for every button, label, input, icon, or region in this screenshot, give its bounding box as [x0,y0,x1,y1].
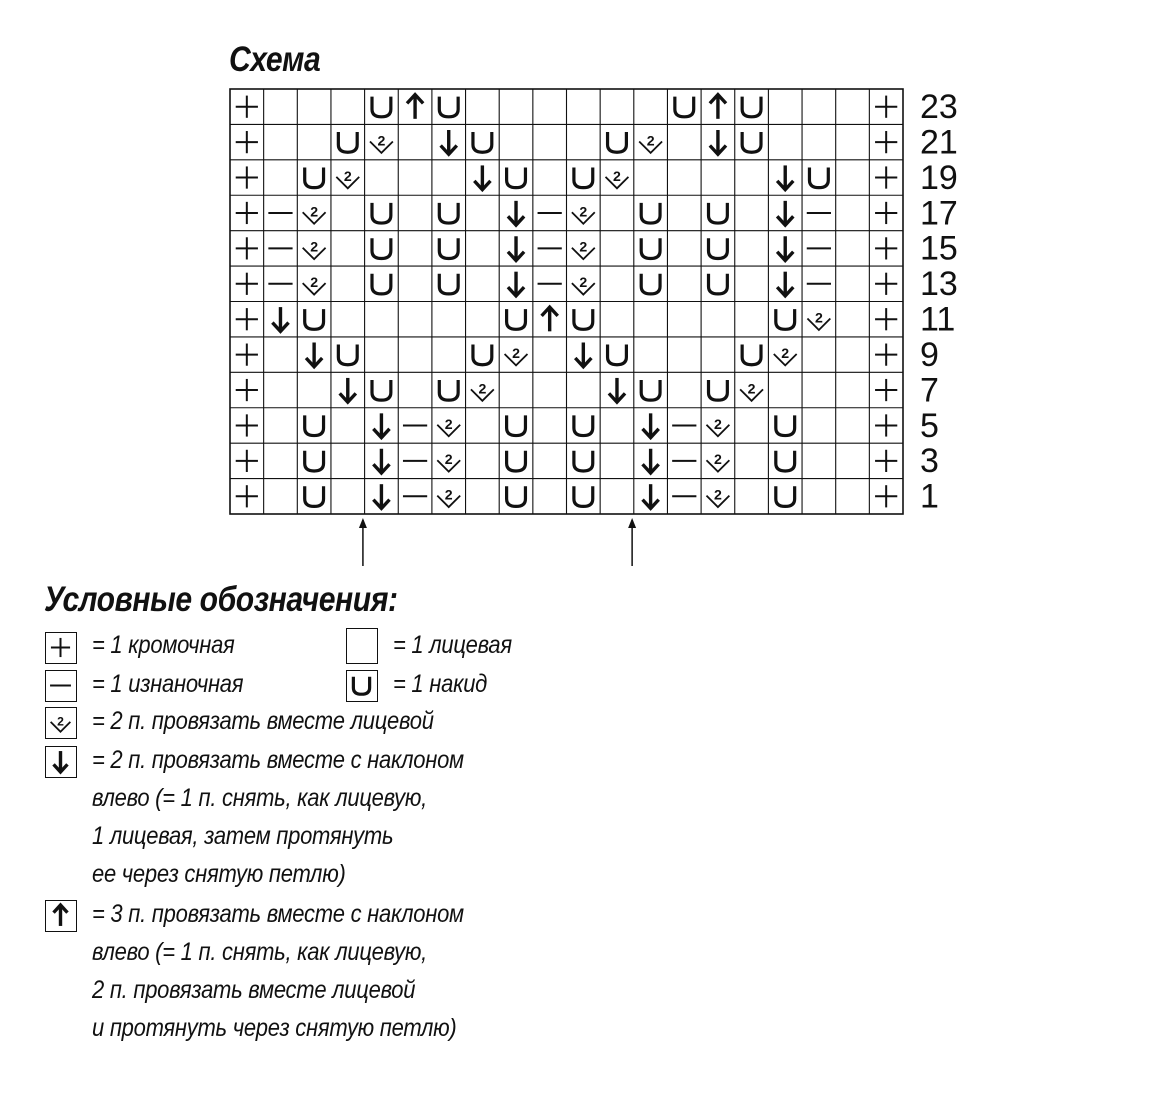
chart-grid [230,89,903,514]
legend-item-purl [92,665,243,703]
down-arrow-icon [45,746,77,778]
yarn-over-symbol [776,451,795,471]
k2tog-symbol [303,203,326,223]
selvage-plus-symbol [236,131,258,153]
yarn-over-symbol [776,415,795,435]
yarn-over-symbol [372,380,391,400]
k2tog-symbol [807,310,830,330]
selvage-plus-symbol [236,237,258,259]
down-arrow-symbol [441,130,457,154]
yarn-over-symbol [776,486,795,506]
down-arrow-symbol [474,165,490,189]
yarn-over-icon [346,670,378,702]
svg-text:2: 2 [512,344,520,361]
yarn-over-symbol [742,97,761,117]
yarn-over-symbol [709,380,728,400]
selvage-plus-symbol [875,308,897,330]
row-number: 15 [920,229,958,268]
selvage-plus-symbol [875,237,897,259]
dash-icon [45,670,77,702]
k2tog-symbol [606,168,629,188]
down-arrow-symbol [643,484,659,508]
row-number: 13 [920,265,958,304]
k2tog-symbol [437,451,460,471]
row-number: 21 [920,123,958,162]
down-arrow-symbol [508,201,524,225]
legend-item-yarn-over [393,665,487,703]
svg-text:2: 2 [613,167,621,184]
svg-text:2: 2 [444,451,453,468]
down-arrow-symbol [373,413,389,437]
svg-text:2: 2 [747,380,756,397]
yarn-over-symbol [776,309,795,329]
down-arrow-symbol [373,484,389,508]
row-number: 3 [920,442,939,481]
svg-text:2: 2 [646,132,655,149]
k2tog-symbol [740,380,763,400]
yarn-over-symbol [439,238,458,258]
yarn-over-symbol [305,167,324,187]
svg-text:2: 2 [377,132,386,149]
chart-title: Схема [229,40,321,79]
down-arrow-symbol [643,449,659,473]
yarn-over-symbol [641,380,660,400]
selvage-plus-symbol [236,273,258,295]
selvage-plus-symbol [236,308,258,330]
svg-text:2: 2 [579,274,588,291]
svg-text:2: 2 [343,167,352,184]
selvage-plus-symbol [875,202,897,224]
down-arrow-symbol [508,272,524,296]
svg-text:2: 2 [579,203,588,220]
svg-text:2: 2 [781,344,790,361]
yarn-over-symbol [742,345,761,365]
down-arrow-symbol [373,449,389,473]
k2tog-symbol [303,239,326,259]
yarn-over-symbol [574,415,593,435]
k2tog-symbol [505,345,528,365]
up-arrow-icon [45,900,77,932]
yarn-over-symbol [305,415,324,435]
selvage-plus-symbol [236,379,258,401]
k2tog-symbol [437,487,460,507]
down-arrow-symbol [575,343,591,367]
yarn-over-symbol [439,380,458,400]
selvage-plus-symbol [875,379,897,401]
empty-square-icon [346,628,378,664]
selvage-plus-symbol [236,485,258,507]
svg-text:2: 2 [579,238,588,255]
svg-text:2: 2 [713,451,722,468]
yarn-over-symbol [507,415,526,435]
svg-text:2: 2 [444,486,453,503]
selvage-plus-symbol [875,96,897,118]
legend-text: влево (= 1 п. снять, как лицевую, [92,938,427,966]
legend-text: = 1 кромочная [92,631,235,659]
yarn-over-symbol [338,345,357,365]
k2tog-symbol [303,274,326,294]
k2tog-symbol [774,345,797,365]
selvage-plus-symbol [875,450,897,472]
svg-text:2: 2 [478,380,487,397]
yarn-over-symbol [574,451,593,471]
selvage-plus-symbol [236,166,258,188]
legend-text: 2 п. провязать вместе лицевой [92,976,416,1004]
row-number: 5 [920,406,939,445]
down-arrow-symbol [710,130,726,154]
yarn-over-symbol [574,486,593,506]
k2tog-symbol [336,168,359,188]
legend-text: = 2 п. провязать вместе лицевой [92,707,434,735]
k2tog-symbol [471,380,494,400]
svg-text:2: 2 [444,415,453,432]
yarn-over-symbol [305,309,324,329]
legend-item-k2tog [92,702,434,740]
yarn-over-symbol [372,274,391,294]
yarn-over-symbol [507,486,526,506]
row-number: 1 [920,477,939,516]
down-arrow-symbol [777,201,793,225]
down-arrow-symbol [508,236,524,260]
yarn-over-symbol [608,132,627,152]
svg-text:2: 2 [713,415,722,432]
yarn-over-symbol [473,345,492,365]
yarn-over-symbol [507,309,526,329]
legend-item-knit [393,626,512,664]
selvage-plus-symbol [236,450,258,472]
up-arrow-symbol [710,95,726,119]
row-number: 11 [920,300,956,339]
yarn-over-symbol [675,97,694,117]
legend-text: 1 лицевая, затем протянуть [92,822,394,850]
legend-item-sk2p [92,895,464,1047]
svg-text:2: 2 [713,486,722,503]
k2tog-symbol [572,274,595,294]
legend-text: = 1 лицевая [393,631,512,659]
selvage-plus-symbol [236,202,258,224]
legend-item-ssk [92,741,464,893]
svg-text:2: 2 [814,309,823,326]
down-arrow-symbol [777,165,793,189]
legend-text: влево (= 1 п. снять, как лицевую, [92,784,427,812]
yarn-over-symbol [473,132,492,152]
yarn-over-symbol [305,451,324,471]
yarn-over-symbol [709,274,728,294]
k2tog-symbol [572,239,595,259]
yarn-over-symbol [338,132,357,152]
legend-text: = 1 изнаночная [92,670,244,698]
svg-text:2: 2 [310,238,319,255]
down-arrow-symbol [777,236,793,260]
yarn-over-symbol [641,238,660,258]
yarn-over-symbol [742,132,761,152]
yarn-over-symbol [709,238,728,258]
selvage-plus-symbol [875,414,897,436]
up-arrow-symbol [407,95,423,119]
yarn-over-symbol [709,203,728,223]
yarn-over-symbol [439,97,458,117]
yarn-over-symbol [439,203,458,223]
k2tog-symbol [437,416,460,436]
up-arrow-symbol [542,307,558,331]
k2tog-symbol [639,132,662,152]
row-number: 9 [920,335,939,374]
row-number: 23 [920,88,958,127]
yarn-over-symbol [372,97,391,117]
selvage-plus-symbol [236,344,258,366]
down-arrow-symbol [340,378,356,402]
selvage-plus-icon [45,632,77,664]
selvage-plus-symbol [875,273,897,295]
selvage-plus-symbol [236,96,258,118]
selvage-plus-symbol [875,166,897,188]
k2tog-symbol [572,203,595,223]
yarn-over-symbol [372,238,391,258]
yarn-over-symbol [574,167,593,187]
row-number: 7 [920,371,939,410]
yarn-over-symbol [439,274,458,294]
yarn-over-symbol [608,345,627,365]
selvage-plus-symbol [875,344,897,366]
down-arrow-symbol [272,307,288,331]
row-number: 19 [920,158,958,197]
row-number: 17 [920,194,958,233]
down-arrow-symbol [643,413,659,437]
k2tog-symbol [370,132,393,152]
k2tog-icon [45,707,77,739]
yarn-over-symbol [507,451,526,471]
yarn-over-symbol [641,274,660,294]
yarn-over-symbol [507,167,526,187]
k2tog-symbol [706,487,729,507]
yarn-over-symbol [372,203,391,223]
down-arrow-symbol [306,343,322,367]
legend-title: Условные обозначения: [44,580,398,619]
svg-text:2: 2 [57,714,64,729]
down-arrow-symbol [609,378,625,402]
svg-text:2: 2 [310,203,319,220]
repeat-marker-arrow [628,518,636,566]
legend-text: = 2 п. провязать вместе с наклоном [92,746,464,774]
repeat-marker-arrow [359,518,367,566]
legend-text: и протянуть через снятую петлю) [92,1014,457,1042]
selvage-plus-symbol [875,131,897,153]
legend-text: = 1 накид [393,670,488,698]
legend-text: ее через снятую петлю) [92,860,346,888]
legend-text: = 3 п. провязать вместе с наклоном [92,900,464,928]
selvage-plus-symbol [875,485,897,507]
down-arrow-symbol [777,272,793,296]
svg-text:2: 2 [310,274,319,291]
legend-item-selvage [92,626,235,664]
yarn-over-symbol [809,167,828,187]
selvage-plus-symbol [236,414,258,436]
yarn-over-symbol [574,309,593,329]
yarn-over-symbol [641,203,660,223]
k2tog-symbol [706,416,729,436]
k2tog-symbol [706,451,729,471]
yarn-over-symbol [305,486,324,506]
